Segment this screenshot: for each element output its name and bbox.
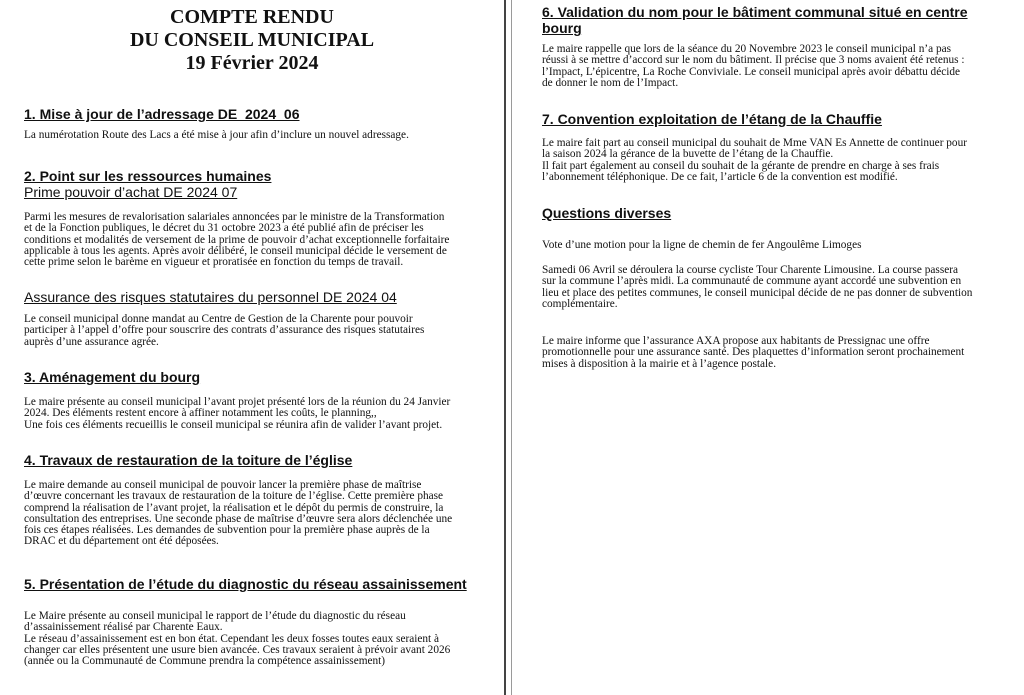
text-line: mises à disposition à la mairie et à l’agence postale.	[542, 357, 777, 370]
text-line: cette prime selon le barème en vigueur et proratisée en fonction du temps de travail.	[24, 256, 404, 269]
text-line: complémentaire.	[542, 297, 618, 310]
document-title	[0, 6, 504, 75]
section-4-heading: 4. Travaux de restauration de la toiture de l’église	[24, 452, 353, 468]
section-2-prime-text	[24, 212, 482, 268]
text-line: Samedi 06 Avril se déroulera la course cycliste Tour Charente Limousine. La course passera	[542, 264, 959, 276]
section-3-heading: 3. Aménagement du bourg	[24, 369, 201, 385]
title-line-3: 19 Février 2024	[185, 52, 319, 74]
section-6-heading-line-1: 6. Validation du nom pour le bâtiment communal situé en centre	[542, 4, 968, 20]
questions-course-text	[542, 265, 1000, 310]
text-line: consultation des entreprises. Une seconde phase de maîtrise d’œuvre sera alors déclenchée une	[24, 512, 453, 525]
section-2-subheading-prime: Prime pouvoir d’achat DE 2024 07	[24, 184, 238, 200]
title-line-1: COMPTE RENDU	[170, 6, 334, 28]
text-line: La numérotation Route des Lacs a été mise à jour afin d’inclure un nouvel adressage.	[24, 129, 409, 141]
text-line: d’assainissement réalisé par Charente Eaux.	[24, 621, 223, 634]
text-line: Parmi les mesures de revalorisation salariales annoncées par le ministre de la Transformation	[24, 211, 445, 223]
text-line: Le maire informe que l’assurance AXA propose aux habitants de Pressignac une offre	[542, 335, 930, 347]
section-1-heading: 1. Mise à jour de l’adressage DE_2024_06	[24, 106, 300, 122]
section-2-subheading-assurance: Assurance des risques statutaires du personnel DE 2024 04	[24, 289, 397, 305]
text-line: de donner le nom de l’Impact.	[542, 76, 679, 89]
text-line: Le maire présente au conseil municipal l’avant projet présenté lors de la réunion du 24 Janvier	[24, 396, 451, 408]
questions-axa-text	[542, 336, 1000, 370]
text-line: lieu et place des petites communes, le conseil municipal décide de ne pas donner de subvention	[542, 286, 973, 299]
text-line: participer à l’appel d’offre pour souscrire des contrats d’assurance des risques statutaires	[24, 324, 425, 337]
page-divider	[504, 0, 512, 695]
text-line: Le maire fait part au conseil municipal du souhait de Mme VAN Es Annette de continuer pour	[542, 137, 967, 149]
text-line: Vote d’une motion pour la ligne de chemin de fer Angoulême Limoges	[542, 239, 862, 251]
text-line: fois ces étapes réalisées. Les demandes de subvention pour la première phase auprès de la	[24, 524, 430, 537]
text-line: sur la commune l’après midi. La communauté de commune ayant accordé une subvention en	[542, 275, 962, 288]
text-line: Le conseil municipal donne mandat au Centre de Gestion de la Charente pour pouvoir	[24, 313, 413, 325]
questions-motion-text	[542, 240, 1000, 251]
section-6-heading-line-2: bourg	[542, 20, 582, 36]
text-line: réussi à se mettre d’accord sur le nom du bâtiment. Il précise que 3 noms avaient été retenus :	[542, 54, 965, 67]
section-5-text	[24, 611, 482, 667]
text-line: Le Maire présente au conseil municipal le rapport de l’étude du diagnostic du réseau	[24, 610, 406, 622]
text-line: Le maire demande au conseil municipal de pouvoir lancer la première phase de maîtrise	[24, 479, 422, 491]
text-line: applicable à tous les agents. Après avoir délibéré, le conseil municipal décide le versement de	[24, 244, 447, 257]
section-2-assurance-text	[24, 314, 482, 348]
text-line: et de la Fonction publiques, le décret du 31 octobre 2023 a été publié afin de préciser les	[24, 222, 424, 235]
text-line: comprend la réalisation de l’avant projet, la réalisation et le dépôt du permis de construire, la	[24, 501, 444, 514]
text-line: (année ou la Communauté de Commune prendra la compétence assainissement)	[24, 655, 386, 668]
text-line: Une fois ces éléments recueillis le conseil municipal se réunira afin de valider l’avant projet.	[24, 418, 443, 431]
text-line: la saison 2024 la gérance de la buvette de l’étang de la Chauffie.	[542, 148, 834, 161]
section-6-heading	[542, 4, 968, 36]
section-1-text	[24, 130, 482, 141]
text-line: DRAC et du département ont été déposées.	[24, 535, 219, 548]
section-5-heading: 5. Présentation de l’étude du diagnostic du réseau assainissement	[24, 576, 467, 592]
text-line: d’œuvre concernant les travaux de restauration de la toiture de l’église. Cette première phase	[24, 490, 444, 503]
text-line: Le maire rappelle que lors de la séance du 20 Novembre 2023 le conseil municipal n’a pas	[542, 43, 952, 55]
section-4-text	[24, 480, 482, 548]
text-line: changer car elles présentent une usure bien avancée. Ces travaux seraient à prévoir avant 2026	[24, 643, 451, 656]
text-line: Le réseau d’assainissement est en bon état. Cependant les deux fosses toutes eaux seraient à	[24, 632, 440, 645]
section-7-heading: 7. Convention exploitation de l’étang de la Chauffie	[542, 111, 882, 127]
text-line: 2024. Des éléments restent encore à affiner notamment les coûts, le planning,,	[24, 407, 377, 420]
section-3-text	[24, 397, 482, 431]
title-line-2: DU CONSEIL MUNICIPAL	[129, 29, 375, 51]
section-2-heading: 2. Point sur les ressources humaines	[24, 168, 272, 184]
text-line: Il fait part également au conseil du souhait de la gérante de prendre en charge à ses frais	[542, 159, 940, 172]
text-line: auprès d’une assurance agrée.	[24, 335, 159, 348]
text-line: l’Impact, L’épicentre, La Roche Conviviale. Le conseil municipal après avoir débattu décide	[542, 65, 961, 78]
section-6-text	[542, 44, 1000, 89]
text-line: conditions et modalités de versement de la prime de pouvoir d’achat exceptionnelle forfaitaire	[24, 233, 450, 246]
questions-diverses-heading: Questions diverses	[542, 205, 672, 221]
text-line: promotionnelle pour une assurance santé. Des plaquettes d’information seront prochainement	[542, 346, 965, 359]
text-line: l’abonnement téléphonique. De ce fait, l’article 6 de la convention est modifié.	[542, 170, 898, 183]
section-7-text	[542, 138, 1000, 183]
